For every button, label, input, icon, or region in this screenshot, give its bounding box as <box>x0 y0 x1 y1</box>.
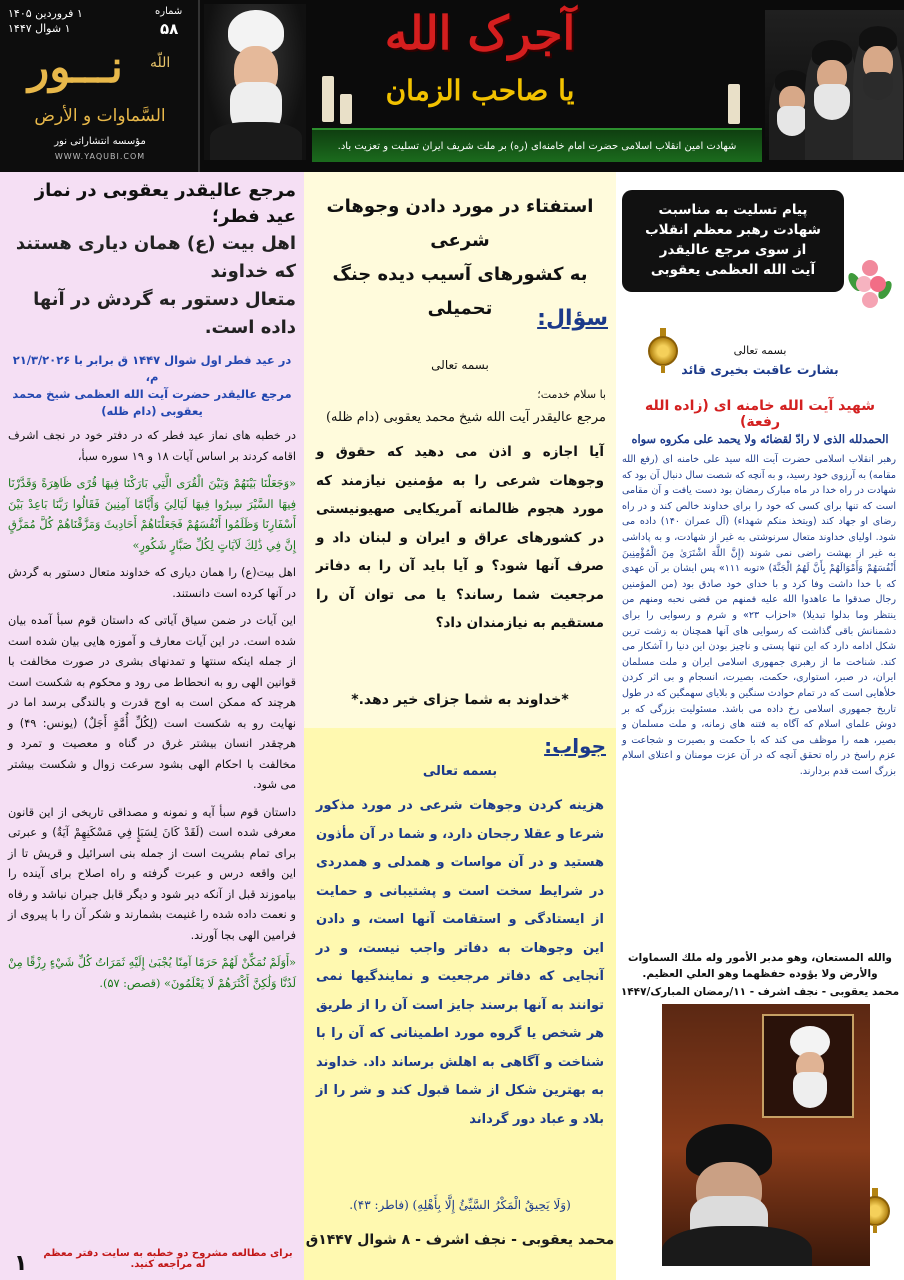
martyr-title: شهید آیت الله خامنه ای (زاده الله رفعة) <box>644 398 875 430</box>
leaders-portrait <box>662 1004 870 1266</box>
left-headline-2: اهل بیت (ع) همان دیاری هستند که خداوند <box>15 233 296 282</box>
flower-icon <box>848 254 894 316</box>
message-signature: محمد یعقوبی - نجف اشرف - ۱۱/رمضان المبارک/۱۴۴۷ <box>620 986 900 998</box>
glad-tidings-title: بشارت عاقبت بخیری قائد <box>681 362 839 377</box>
robe-shape <box>210 122 302 160</box>
condolence-title-box <box>622 190 844 292</box>
beard-shape <box>793 1072 827 1108</box>
leader-figure <box>853 26 903 160</box>
right-column <box>616 172 904 1280</box>
middle-column <box>304 172 616 1280</box>
paragraph: این آیات در ضمن سیاق آیاتی که داستان قوم سبأ آمده بیان شده است. در این آیات معارف و آموزه هایی بیان شده است از جمله اینکه سنتها و تمدنهای بشری در صورت مخالفت با قوانین الهی رو به انحطاط می رود و محکوم به شکست است هرچند که ممکن است به اوج قدرت و بالندگی برسد اما در نهایت رو به شکست است (لِكُلِّ أُمَّةٍ أَجَلٌ) (یونس: ۴۹) و هرچقدر انسان بیشتر غرق در گناه و معصیت و تمرد و مخالفت با احکام الهی بشود سرعت زوال و شکست بیشتر می شود. <box>8 614 296 791</box>
question-closing: *خداوند به شما جزای خیر دهد.* <box>351 692 569 708</box>
paragraph: اهل بیت(ع) را همان دیاری که خداوند متعال دستور به گردش در آنها کرده است دانستند. <box>8 566 296 600</box>
sermon-date <box>8 352 296 420</box>
date-lunar: ۱ شوال ۱۴۴۷ <box>8 22 71 35</box>
masthead-title: نـــور <box>28 42 123 93</box>
bismillah: بسمه تعالی <box>733 344 787 357</box>
hamd-line: الحمدلله الذی لا رادّ لقضائه ولا یحمد علی مکروه سواه <box>631 432 889 446</box>
question-text: آیا اجازه و اذن می دهید که حقوق و وجوهات شرعی را به مؤمنین نیازمند که مورد هجوم ظالمانه آمریکایی صهیونیستی در کشورهای عراق و ایران و لبنان داد و صرف آنها شود؟ و آیا باید آن را به دفاتر مرجعیت شما رساند؟ یا می توان آن را مستقیم به نیازمندان داد؟ <box>316 444 604 631</box>
issue-dates <box>8 6 83 36</box>
paragraph: رهبر انقلاب اسلامی حضرت آیت الله سید علی خامنه ای (رفع الله مقامه) به آرزوی خود رسید، و به آنچه که شصت سال دنبال آن بود که شهادت در راه خدا در ماه مبارک رمضان بود دست یافت و آن مقامی است که تنها برای کسی که خود را برای خداوند خالص کند و در راه رضای او جهاد کند (ويتخذ منكم شهداء) (آل عمران ۱۴۰) داده می شود. اولیای خداوند متعال سرنوشتی به غیر از شهادت، و به پاداشی به غیر از بهشت راضی نمی شوند (إِنَّ اللَّهَ اشْتَرَىٰ مِنَ الْمُؤْمِنِينَ أَنْفُسَهُمْ وَأَمْوَالَهُمْ بِأَنَّ لَهُمُ الْجَنَّةَ) «توبه ۱۱۱» پس ایشان بر آن عهدی که با خدا داشت وفا کرد و با خدای خود صادق بود (من المؤمنين رجال صدقوا ما عاهدوا الله عليه فمنهم من قضى نحبه ومنهم من ينتظر وما بدلوا تبديلا) «احزاب ۲۳» و شرم و رسوایی را برای دشمنانش باقی گذاشت که رسوایی های آنها همچنان به زشت ترین شکل ادامه دارد که این تنها پستی و ناچیز بودن این دنیا را آشکار می کند. شناخت ما از رهبری جمهوری اسلامی ایران و ملت مسلمان ایران، در صبر، استواری، حکمت، بصیرت، انسجام و بی اثر کردن خلأهایی است که در تمام حوادث سنگین و بلایای سهمگین که در طول تاریخ جمهوری اسلامی رخ داده می باشد. مسئولیت بزرگی که بر دوش علمای اسلام که آگاه به فتنه های زمانه، و ملت مسلمان و بصیر، همه را موظف می کند که با حکمت و بصیرت و شجاعت و عزم راسخ در راه تحقق آنچه که در آن عزت مومنان و اعتلای اسلام بزرگ است قدم بردارند. <box>622 454 896 777</box>
answer-text: هزینه کردن وجوهات شرعی در مورد مذکور شرعا و عقلا رجحان دارد، و شما در آن مأذون هستید و در آن مواسات و همدلی و همدردی در شرایط سخت است و پشتیبانی و حمایت از ایستادگی و استقامت آنها است، و دادن این وجوهات به دفاتر واجب نیست، و در آنجایی که دفاتر مرجعیت و نمایندگیها نمی توانند به آنها برسند جایز است آن را از طریق هر شخص یا گروه مورد اطمینانی که آن را با شناخت و آگاهی به اهلش برساند داد. خداوند به بهترین شکل از شما قبول کند و شر را از بلاد و عباد دور گرداند <box>316 798 604 1127</box>
answer-label: جواب: <box>544 734 606 758</box>
addressee: مرجع عالیقدر آیت الله شیخ محمد یعقوبی (دام ظله) <box>325 410 606 425</box>
sermon-date-line: در عید فطر اول شوال ۱۴۴۷ ق برابر با ۲۱/۳/۲۰۲۶ م، <box>12 353 292 384</box>
closing-dua: والله المستعان، وهو مدبر الأمور وله ملك السماوات والأرض ولا يؤوده حفظهما وهو العلي العظيم. <box>628 952 892 980</box>
sermon-marja-line: مرجع عالیقدر حضرت آیت الله العظمی شیخ محمد یعقوبی (دام ظله) <box>12 387 292 418</box>
paragraph: داستان قوم سبأ آیه و نمونه و مصداقی تاریخی از این قانون معرفی شده است (لَقَدْ كَانَ لِسَبَإٍ فِي مَسْكَنِهِمْ آيَةٌ) و عبرتی برای تمام بشریت است از جمله بنی اسرائیل و قریش تا از این واقعه درس و عبرت گرفته و راه اصلاح برای آینده را بیاموزند قبل از آنکه دیر شود و دیگر قابل جبران نباشد و رفاه و نعمت داده شده را غنیمت بشمارند و شکر آن را با پیروی از فرامین الهی بجا آورند. <box>8 805 296 942</box>
date-solar: ۱ فروردین ۱۴۰۵ <box>8 7 83 20</box>
candle-icon <box>728 84 740 124</box>
banner-subtitle: یا صاحب الزمان <box>385 74 575 107</box>
page-number: ۱ <box>14 1251 28 1276</box>
website[interactable]: WWW.YAQUBI.COM <box>54 152 146 161</box>
website-note: برای مطالعه مشروح دو خطبه به سایت دفتر معظم له مراجعه کنید. <box>43 1248 293 1270</box>
left-headline: مرجع عالیقدر یعقوبی در نماز عید فطر؛ <box>34 180 296 227</box>
left-headline-3: متعال دستور به گردش در آنها داده است. <box>33 289 296 338</box>
answer-signature: محمد یعقوبی - نجف اشرف - ۸ شوال ۱۴۴۷ق <box>305 1232 615 1248</box>
question-label: سؤال: <box>537 306 608 331</box>
istifta-title-line: به کشورهای آسیب دیده جنگ تحمیلی <box>332 264 588 319</box>
box-line: شهادت رهبر معظم انقلاب <box>645 222 821 238</box>
leaders-photo <box>765 10 904 160</box>
left-column <box>0 172 304 1280</box>
quran-verse: (وَلَا يَحِيقُ الْمَكْرُ السَّيِّئُ إِلَّا بِأَهْلِهِ) (فاطر: ۴۳). <box>349 1198 571 1212</box>
istifta-title <box>304 172 616 326</box>
header <box>0 0 904 172</box>
issue-label: شماره <box>155 6 183 17</box>
box-line: از سوی مرجع عالیقدر <box>659 242 807 258</box>
sermon-body <box>8 426 296 994</box>
greeting: با سلام خدمت؛ <box>537 388 606 401</box>
issue-number: ۵۸ <box>160 20 179 38</box>
marja-portrait <box>204 4 306 160</box>
condolence-strip: شهادت امین انقلاب اسلامی حضرت امام خامنه‌ای (ره) بر ملت شریف ایران تسلیت و تعزیت باد. <box>312 128 762 162</box>
masthead-subtitle: السَّماوات و الأرض <box>34 106 166 126</box>
masthead <box>0 0 200 172</box>
institute-name: مؤسسه انتشاراتی نور <box>54 136 146 147</box>
paragraph: در خطبه های نماز عید فطر که در دفتر خود در نجف اشرف اقامه کردند بر اساس آیات ۱۸ و ۱۹ سوره سبأ، <box>8 429 296 463</box>
box-line: آیت الله العظمی یعقوبی <box>650 262 816 278</box>
istifta-title-line: استفتاء در مورد دادن وجوهات شرعی <box>326 196 594 251</box>
quran-verse: «أَوَلَمْ نُمَكِّنْ لَهُمْ حَرَمًا آمِنًا يُجْبَىٰ إِلَيْهِ ثَمَرَاتُ كُلِّ شَيْءٍ رِزْقًا مِنْ لَدُنَّا وَلَٰكِنَّ أَكْثَرَهُمْ لَا يَعْلَمُونَ» (قصص: ۵۷). <box>8 956 296 990</box>
condolence-body <box>622 452 896 780</box>
leader-figure <box>805 40 859 160</box>
bismillah: بسمه تعالی <box>431 358 489 372</box>
masthead-allah: اللّه <box>150 55 171 71</box>
candle-icon <box>322 76 334 122</box>
banner-title: آجرک الله <box>384 6 576 60</box>
box-line: پیام تسلیت به مناسبت <box>658 202 808 218</box>
answer-box <box>304 728 616 1280</box>
quran-verse: «وَجَعَلْنَا بَيْنَهُمْ وَبَيْنَ الْقُرَى الَّتِي بَارَكْنَا فِيهَا قُرًى ظَاهِرَةً وَقَدَّرْنَا فِيهَا السَّيْرَ سِيرُوا فِيهَا لَيَالِيَ وَأَيَّامًا آمِنِينَ فَقَالُوا رَبَّنَا بَاعِدْ بَيْنَ أَسْفَارِنَا وَظَلَمُوا أَنْفُسَهُمْ فَجَعَلْنَاهُمْ أَحَادِيثَ وَمَزَّقْنَاهُمْ كُلَّ مُمَزَّقٍ إِنَّ فِي ذَٰلِكَ لَآيَاتٍ لِكُلِّ صَبَّارٍ شَكُورٍ» <box>8 477 296 552</box>
robe-shape <box>662 1226 812 1266</box>
bismillah: بسمه تعالی <box>422 764 498 779</box>
